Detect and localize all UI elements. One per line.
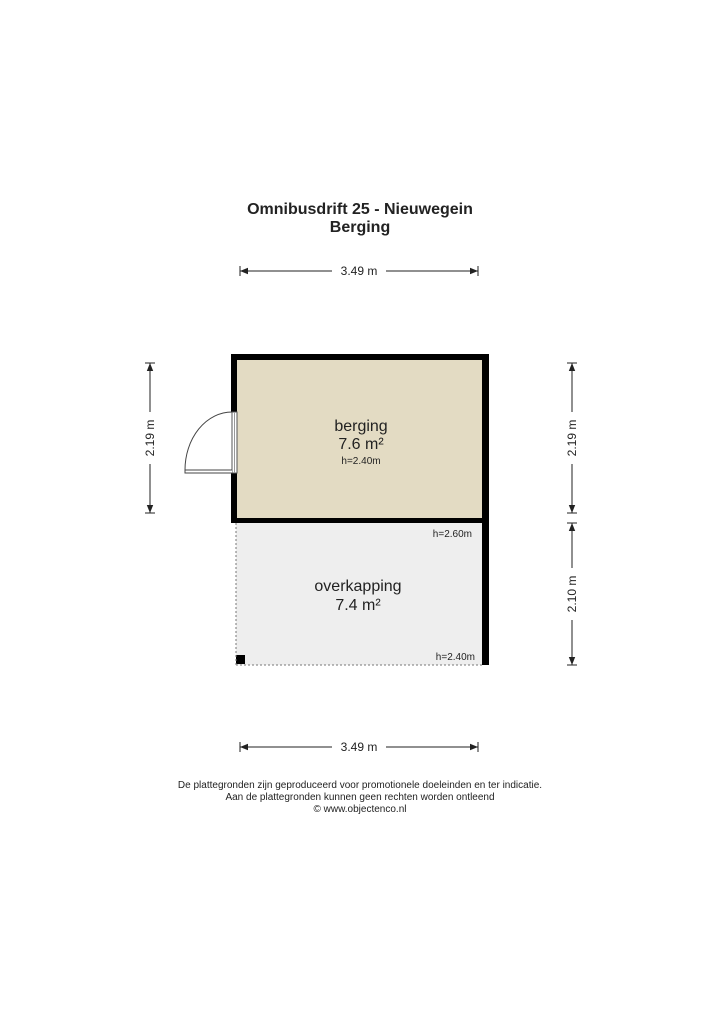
- dimension-left-label: 2.19 m: [143, 419, 157, 457]
- plan-address-title: Omnibusdrift 25 - Nieuwegein: [247, 201, 473, 218]
- dimension-bottom: [240, 740, 478, 754]
- dimension-top: [240, 264, 478, 278]
- dimension-right-lower: [565, 523, 579, 665]
- dimension-right-lower-label: 2.10 m: [565, 575, 579, 613]
- berging-area: 7.6 m²: [338, 436, 384, 453]
- overkapping-name: overkapping: [314, 578, 402, 595]
- dimension-right-upper: [565, 363, 579, 513]
- disclaimer-line-2: Aan de plattegronden kunnen geen rechten worden ontleend: [225, 792, 495, 803]
- berging-name: berging: [334, 418, 388, 435]
- overkapping-area: 7.4 m²: [335, 597, 381, 614]
- dimension-right-upper-label: 2.19 m: [565, 419, 579, 457]
- overkapping-height-top: h=2.60m: [432, 529, 472, 540]
- copyright-line: © www.objectenco.nl: [313, 804, 407, 815]
- disclaimer-line-1: De plattegronden zijn geproduceerd voor promotionele doeleinden en ter indicatie.: [177, 780, 543, 791]
- dimension-top-label: 3.49 m: [340, 264, 378, 278]
- door: [185, 412, 237, 473]
- dimension-left: [143, 363, 157, 513]
- dimension-bottom-label: 3.49 m: [340, 740, 378, 754]
- berging-height: h=2.40m: [341, 456, 381, 467]
- plan-floor-title: Berging: [329, 219, 391, 236]
- overkapping-height-bottom: h=2.40m: [435, 652, 475, 663]
